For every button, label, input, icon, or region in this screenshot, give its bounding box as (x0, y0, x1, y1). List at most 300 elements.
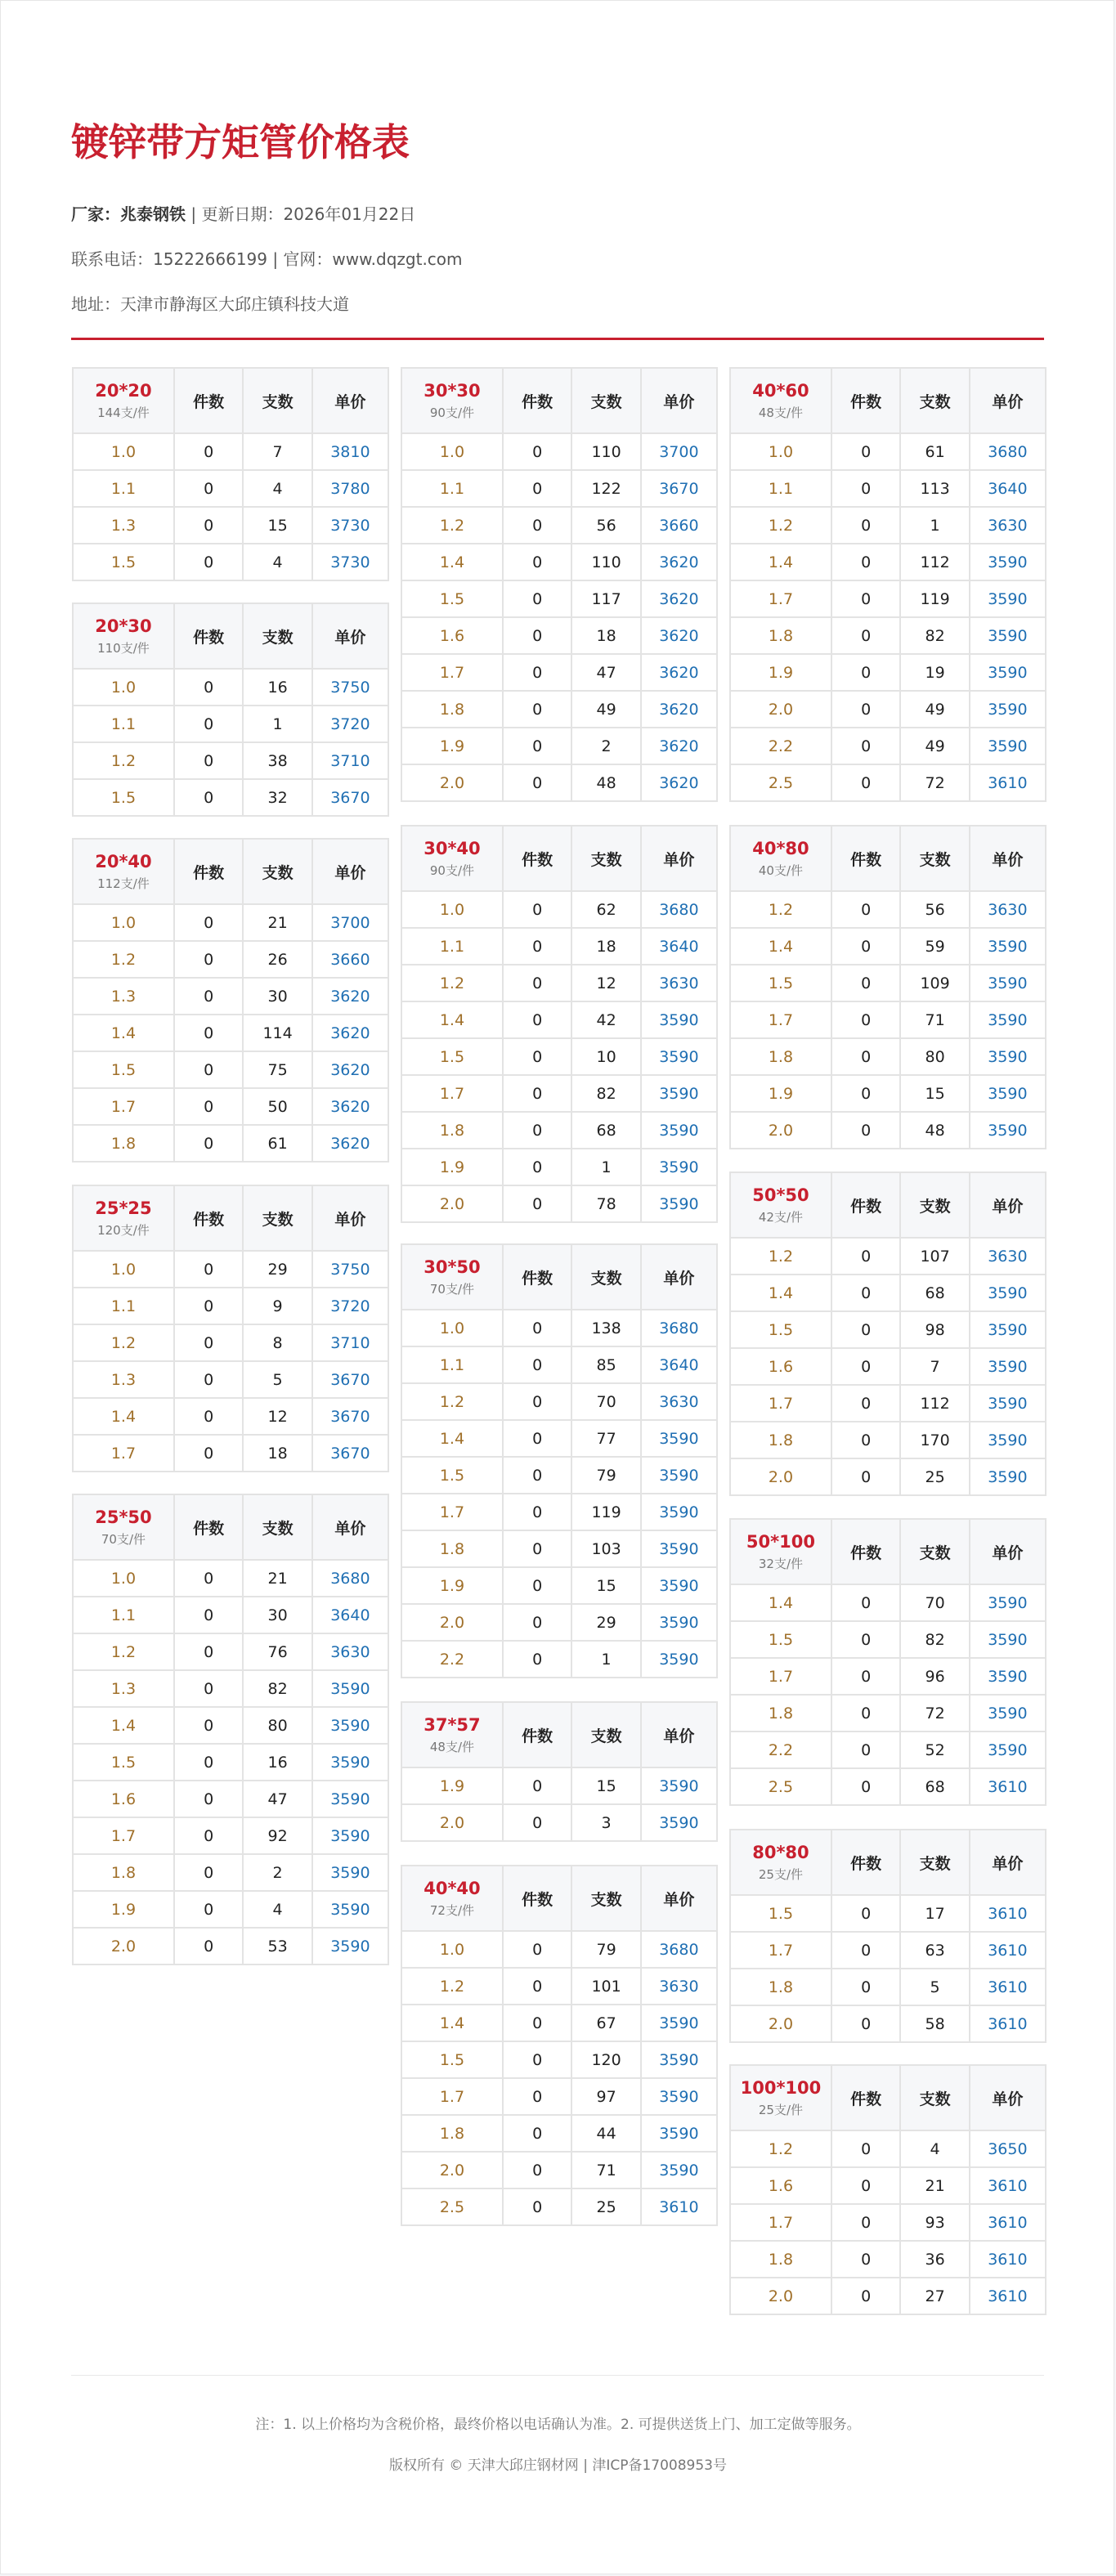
thickness-cell: 1.9 (402, 1567, 503, 1604)
count-cell: 97 (571, 2078, 640, 2115)
thickness-cell: 1.2 (74, 941, 174, 978)
count-cell: 27 (900, 2278, 969, 2314)
table-row (731, 891, 1045, 928)
price-cell: 3810 (312, 433, 388, 470)
table-row (731, 1584, 1045, 1621)
table-row (74, 779, 388, 815)
thickness-cell: 2.5 (731, 764, 831, 800)
table-row (731, 1311, 1045, 1348)
table-row (731, 1001, 1045, 1038)
thickness-cell: 1.7 (402, 1075, 503, 1112)
count-cell: 77 (571, 1420, 640, 1457)
price-header: 单价 (312, 604, 388, 669)
price-cell: 3620 (312, 1088, 388, 1125)
count-cell: 15 (900, 1075, 969, 1112)
table-row (731, 580, 1045, 617)
count-cell: 109 (900, 965, 969, 1001)
count-cell: 62 (571, 891, 640, 928)
spec-header (402, 827, 503, 891)
pieces-cell: 0 (174, 433, 243, 470)
pieces-cell: 0 (831, 1422, 900, 1458)
spec-per-piece: 112支/件 (97, 876, 150, 891)
count-cell: 18 (571, 617, 640, 654)
count-cell: 61 (243, 1125, 311, 1161)
pieces-cell: 0 (174, 706, 243, 742)
spec-size: 30*40 (424, 838, 481, 858)
price-cell: 3590 (641, 2005, 716, 2041)
price-header: 单价 (641, 1866, 716, 1931)
table-row (402, 1346, 716, 1383)
pieces-cell: 0 (503, 2115, 571, 2152)
table-row (402, 580, 716, 617)
table-row (402, 2188, 716, 2224)
table-row (731, 1385, 1045, 1422)
table-row (402, 1001, 716, 1038)
pieces-cell: 0 (503, 1420, 571, 1457)
table-row (402, 2152, 716, 2188)
pieces-cell: 0 (174, 742, 243, 779)
price-cell: 3590 (970, 1422, 1045, 1458)
pieces-cell: 0 (174, 507, 243, 544)
pieces-cell: 0 (174, 1817, 243, 1854)
count-cell: 1 (571, 1641, 640, 1677)
table-row (402, 728, 716, 764)
price-cell: 3590 (970, 1385, 1045, 1422)
factory-name: 兆泰钢铁 (120, 204, 186, 224)
spec-size: 20*30 (95, 616, 152, 636)
thickness-cell: 2.0 (402, 764, 503, 800)
thickness-cell: 1.5 (74, 1051, 174, 1088)
thickness-cell: 1.1 (402, 1346, 503, 1383)
price-cell: 3730 (312, 507, 388, 544)
table-row (402, 2078, 716, 2115)
spec-per-piece: 42支/件 (758, 1209, 804, 1225)
table-row (731, 965, 1045, 1001)
thickness-cell: 1.9 (402, 1767, 503, 1804)
pieces-cell: 0 (503, 1767, 571, 1804)
thickness-cell: 1.9 (731, 1075, 831, 1112)
count-cell: 113 (900, 470, 969, 507)
thickness-cell: 1.9 (402, 1149, 503, 1185)
pieces-cell: 0 (174, 470, 243, 507)
spec-per-piece: 25支/件 (758, 1866, 804, 1882)
price-cell: 3590 (988, 1467, 1028, 1486)
pieces-cell: 0 (503, 2041, 571, 2078)
thickness-cell: 1.1 (74, 706, 174, 742)
count-cell: 101 (571, 1968, 640, 2005)
table-row (74, 904, 388, 941)
table-row (74, 1125, 388, 1161)
spec-header (731, 2066, 831, 2130)
count-cell: 49 (571, 691, 640, 728)
pieces-cell: 0 (503, 928, 571, 965)
count-cell: 25 (571, 2188, 640, 2224)
count-cell: 16 (243, 669, 311, 706)
table-row (74, 1597, 388, 1633)
table-row (74, 1324, 388, 1361)
price-cell: 3590 (970, 1732, 1045, 1768)
thickness-cell: 1.0 (74, 433, 174, 470)
count-cell: 85 (571, 1346, 640, 1383)
thickness-cell: 1.9 (731, 654, 831, 691)
table-row (731, 1238, 1045, 1275)
thickness-cell: 1.1 (402, 928, 503, 965)
table-row (731, 654, 1045, 691)
price-cell: 3590 (641, 1567, 716, 1604)
table-row (402, 1383, 716, 1420)
price-cell: 3610 (988, 2287, 1028, 2305)
pieces-cell: 0 (503, 1530, 571, 1567)
pieces-cell: 0 (174, 1560, 243, 1597)
price-cell: 3710 (312, 742, 388, 779)
pieces-cell: 0 (503, 1149, 571, 1185)
price-cell: 3630 (641, 1383, 716, 1420)
thickness-cell: 1.0 (402, 891, 503, 928)
thickness-cell: 1.4 (731, 928, 831, 965)
count-cell: 82 (900, 617, 969, 654)
thickness-cell: 1.0 (402, 1310, 503, 1346)
count-cell: 15 (571, 1767, 640, 1804)
spec-per-piece: 90支/件 (429, 405, 475, 420)
thickness-cell: 1.7 (731, 1001, 831, 1038)
count-cell: 112 (900, 1385, 969, 1422)
table-row (731, 1695, 1045, 1732)
thickness-cell: 1.7 (731, 1658, 831, 1695)
thickness-cell: 2.0 (402, 1185, 503, 1221)
price-cell: 3590 (659, 1650, 699, 1669)
pieces-cell: 0 (831, 654, 900, 691)
pieces-cell: 0 (831, 1969, 900, 2005)
price-cell: 3750 (312, 1251, 388, 1288)
count-cell: 17 (900, 1895, 969, 1932)
price-cell: 3610 (970, 2167, 1045, 2204)
pieces-cell: 0 (174, 1781, 243, 1817)
thickness-cell: 1.2 (731, 891, 831, 928)
count-cell: 98 (900, 1311, 969, 1348)
table-row (74, 1817, 388, 1854)
thickness-cell: 1.0 (74, 669, 174, 706)
price-cell: 3630 (970, 1238, 1045, 1275)
thickness-cell: 1.7 (731, 1932, 831, 1969)
price-cell: 3730 (330, 553, 370, 571)
table-row (402, 1075, 716, 1112)
thickness-cell: 1.1 (74, 1288, 174, 1324)
pieces-cell: 0 (831, 507, 900, 544)
table-row (731, 1621, 1045, 1658)
table-row (402, 1112, 716, 1149)
count-cell: 58 (900, 2005, 969, 2041)
thickness-cell: 1.4 (402, 1001, 503, 1038)
table-row (731, 1732, 1045, 1768)
count-cell: 122 (571, 470, 640, 507)
count-cell: 82 (243, 1670, 311, 1707)
spec-header (74, 369, 174, 433)
count-header: 支数 (900, 1520, 969, 1584)
pieces-cell: 0 (174, 1928, 243, 1964)
spec-header (402, 1866, 503, 1931)
price-cell: 3610 (988, 2014, 1028, 2033)
price-cell: 3640 (970, 470, 1045, 507)
thickness-cell: 2.2 (731, 1732, 831, 1768)
count-header: 支数 (571, 1703, 640, 1767)
count-header: 支数 (900, 369, 969, 433)
count-cell: 78 (571, 1185, 640, 1221)
count-cell: 12 (243, 1398, 311, 1435)
count-cell: 49 (900, 728, 969, 764)
price-cell: 3670 (330, 788, 370, 807)
pieces-cell: 0 (503, 433, 571, 470)
table-row (731, 928, 1045, 965)
pieces-header: 件数 (831, 1520, 900, 1584)
pieces-cell: 0 (503, 691, 571, 728)
price-header: 单价 (312, 369, 388, 433)
count-cell: 21 (900, 2167, 969, 2204)
count-cell: 56 (900, 891, 969, 928)
thickness-cell: 1.5 (731, 1621, 831, 1658)
spec-size: 40*40 (424, 1878, 481, 1898)
price-cell: 3590 (988, 1121, 1028, 1140)
thickness-cell: 1.5 (402, 580, 503, 617)
count-header: 支数 (243, 1495, 311, 1560)
table-row (74, 1361, 388, 1398)
table-row (731, 1422, 1045, 1458)
thickness-cell: 1.4 (74, 1707, 174, 1744)
count-cell: 7 (900, 1348, 969, 1385)
pieces-cell: 0 (831, 1768, 900, 1804)
price-cell: 3680 (641, 891, 716, 928)
count-cell: 5 (900, 1969, 969, 2005)
count-cell: 79 (571, 1931, 640, 1968)
pieces-cell: 0 (831, 470, 900, 507)
count-header: 支数 (900, 2066, 969, 2130)
spec-header (402, 1703, 503, 1767)
price-cell: 3590 (970, 1038, 1045, 1075)
price-cell: 3590 (659, 1194, 699, 1213)
pieces-header: 件数 (831, 1173, 900, 1238)
table-row (731, 2005, 1045, 2041)
thickness-cell: 2.0 (731, 1112, 831, 1148)
pieces-cell: 0 (831, 2005, 900, 2041)
table-row (74, 433, 388, 470)
price-cell: 3610 (988, 1777, 1028, 1796)
table-row (402, 2005, 716, 2041)
table-row (402, 654, 716, 691)
pieces-cell: 0 (831, 1238, 900, 1275)
price-cell: 3610 (970, 1895, 1045, 1932)
price-cell: 3590 (970, 1311, 1045, 1348)
count-cell: 32 (243, 779, 311, 815)
price-table-20x20 (72, 367, 389, 581)
pieces-cell: 0 (831, 728, 900, 764)
thickness-cell: 1.2 (74, 1633, 174, 1670)
count-cell: 4 (900, 2130, 969, 2167)
thickness-cell: 1.2 (731, 507, 831, 544)
pieces-cell: 0 (174, 1251, 243, 1288)
price-cell: 3590 (659, 1813, 699, 1832)
thickness-cell: 1.0 (74, 1560, 174, 1597)
count-cell: 47 (243, 1781, 311, 1817)
spec-per-piece: 110支/件 (97, 640, 150, 656)
price-cell: 3630 (641, 965, 716, 1001)
count-header: 支数 (900, 1173, 969, 1238)
count-cell: 16 (243, 1744, 311, 1781)
thickness-cell: 1.7 (74, 1817, 174, 1854)
table-row (402, 544, 716, 580)
price-table-100x100 (729, 2064, 1047, 2315)
thickness-cell: 1.5 (402, 2041, 503, 2078)
thickness-cell: 1.3 (74, 1670, 174, 1707)
price-cell: 3610 (988, 773, 1028, 792)
count-header: 支数 (900, 827, 969, 891)
count-cell: 52 (900, 1732, 969, 1768)
pieces-header: 件数 (174, 1186, 243, 1251)
spec-header (74, 840, 174, 904)
pieces-header: 件数 (831, 827, 900, 891)
table-row (731, 1348, 1045, 1385)
pieces-cell: 0 (174, 1597, 243, 1633)
table-row (74, 544, 388, 580)
thickness-cell: 1.8 (402, 691, 503, 728)
table-row (731, 1075, 1045, 1112)
table-row (731, 2130, 1045, 2167)
count-cell: 119 (571, 1494, 640, 1530)
thickness-cell: 2.0 (74, 1928, 174, 1964)
footer-note: 注：1. 以上价格均为含税价格，最终价格以电话确认为准。2. 可提供送货上门、加工定做等服务。 (255, 2417, 861, 2433)
price-cell: 3610 (970, 2204, 1045, 2241)
price-header: 单价 (312, 840, 388, 904)
pieces-cell: 0 (174, 1015, 243, 1051)
pieces-cell: 0 (174, 1744, 243, 1781)
count-cell: 53 (243, 1928, 311, 1964)
spec-size: 50*50 (752, 1185, 809, 1205)
pieces-cell: 0 (831, 965, 900, 1001)
price-table-25x50 (72, 1494, 389, 1965)
count-cell: 71 (571, 2152, 640, 2188)
price-cell: 3660 (312, 941, 388, 978)
pieces-cell: 0 (831, 691, 900, 728)
count-cell: 48 (571, 764, 640, 800)
pieces-cell: 0 (831, 764, 900, 800)
thickness-cell: 1.8 (731, 1969, 831, 2005)
pieces-cell: 0 (174, 1288, 243, 1324)
spec-per-piece: 40支/件 (758, 862, 804, 878)
pieces-cell: 0 (831, 1695, 900, 1732)
count-header: 支数 (243, 1186, 311, 1251)
count-cell: 59 (900, 928, 969, 965)
price-cell: 3590 (641, 2041, 716, 2078)
table-row (402, 1530, 716, 1567)
count-cell: 15 (243, 507, 311, 544)
price-cell: 3590 (970, 580, 1045, 617)
pieces-header: 件数 (503, 827, 571, 891)
pieces-cell: 0 (503, 728, 571, 764)
price-cell: 3630 (641, 1968, 716, 2005)
table-row (402, 691, 716, 728)
count-cell: 5 (243, 1361, 311, 1398)
price-cell: 3590 (312, 1891, 388, 1928)
price-cell: 3590 (641, 1075, 716, 1112)
count-cell: 107 (900, 1238, 969, 1275)
count-cell: 2 (243, 1854, 311, 1891)
table-row (74, 742, 388, 779)
pieces-cell: 0 (831, 928, 900, 965)
count-header: 支数 (571, 369, 640, 433)
thickness-cell: 1.2 (74, 742, 174, 779)
price-cell: 3710 (312, 1324, 388, 1361)
count-cell: 30 (243, 1597, 311, 1633)
thickness-cell: 1.5 (74, 1744, 174, 1781)
pieces-cell: 0 (831, 617, 900, 654)
price-cell: 3590 (312, 1781, 388, 1817)
pieces-cell: 0 (174, 1088, 243, 1125)
table-row (402, 1804, 716, 1840)
thickness-cell: 1.9 (74, 1891, 174, 1928)
thickness-cell: 1.7 (731, 580, 831, 617)
pieces-cell: 0 (831, 1075, 900, 1112)
table-row (731, 728, 1045, 764)
thickness-cell: 1.6 (402, 617, 503, 654)
table-row (731, 1038, 1045, 1075)
count-cell: 79 (571, 1457, 640, 1494)
count-cell: 63 (900, 1932, 969, 1969)
table-row (74, 1051, 388, 1088)
price-cell: 3590 (970, 1695, 1045, 1732)
price-cell: 3630 (970, 891, 1045, 928)
page-header (71, 120, 1044, 314)
table-row (74, 1744, 388, 1781)
thickness-cell: 2.0 (402, 2152, 503, 2188)
thickness-cell: 1.7 (74, 1435, 174, 1471)
spec-per-piece: 144支/件 (97, 405, 150, 420)
price-cell: 3590 (970, 728, 1045, 764)
pieces-cell: 0 (503, 965, 571, 1001)
price-cell: 3620 (659, 773, 699, 792)
count-cell: 38 (243, 742, 311, 779)
price-cell: 3750 (312, 669, 388, 706)
count-cell: 12 (571, 965, 640, 1001)
pieces-header: 件数 (503, 1703, 571, 1767)
count-cell: 4 (243, 1891, 311, 1928)
table-row (402, 470, 716, 507)
table-row (74, 1435, 388, 1471)
price-cell: 3680 (641, 1931, 716, 1968)
table-row (402, 1641, 716, 1677)
thickness-cell: 1.2 (402, 1968, 503, 2005)
count-cell: 76 (243, 1633, 311, 1670)
count-cell: 80 (243, 1707, 311, 1744)
price-cell: 3660 (641, 507, 716, 544)
pieces-cell: 0 (831, 1275, 900, 1311)
table-row (74, 1398, 388, 1435)
thickness-cell: 1.8 (74, 1854, 174, 1891)
header-divider (71, 338, 1044, 340)
price-table-37x57 (401, 1701, 718, 1842)
pieces-cell: 0 (174, 1324, 243, 1361)
table-row (731, 1458, 1045, 1494)
thickness-cell: 1.4 (731, 1275, 831, 1311)
pieces-header: 件数 (503, 1866, 571, 1931)
pieces-cell: 0 (174, 1891, 243, 1928)
price-cell: 3590 (641, 1530, 716, 1567)
thickness-cell: 1.7 (74, 1088, 174, 1125)
price-cell: 3590 (970, 1075, 1045, 1112)
table-row (402, 1457, 716, 1494)
table-row (74, 669, 388, 706)
pieces-header: 件数 (503, 369, 571, 433)
pieces-cell: 0 (174, 904, 243, 941)
pieces-cell: 0 (503, 1112, 571, 1149)
thickness-cell: 1.8 (731, 1038, 831, 1075)
